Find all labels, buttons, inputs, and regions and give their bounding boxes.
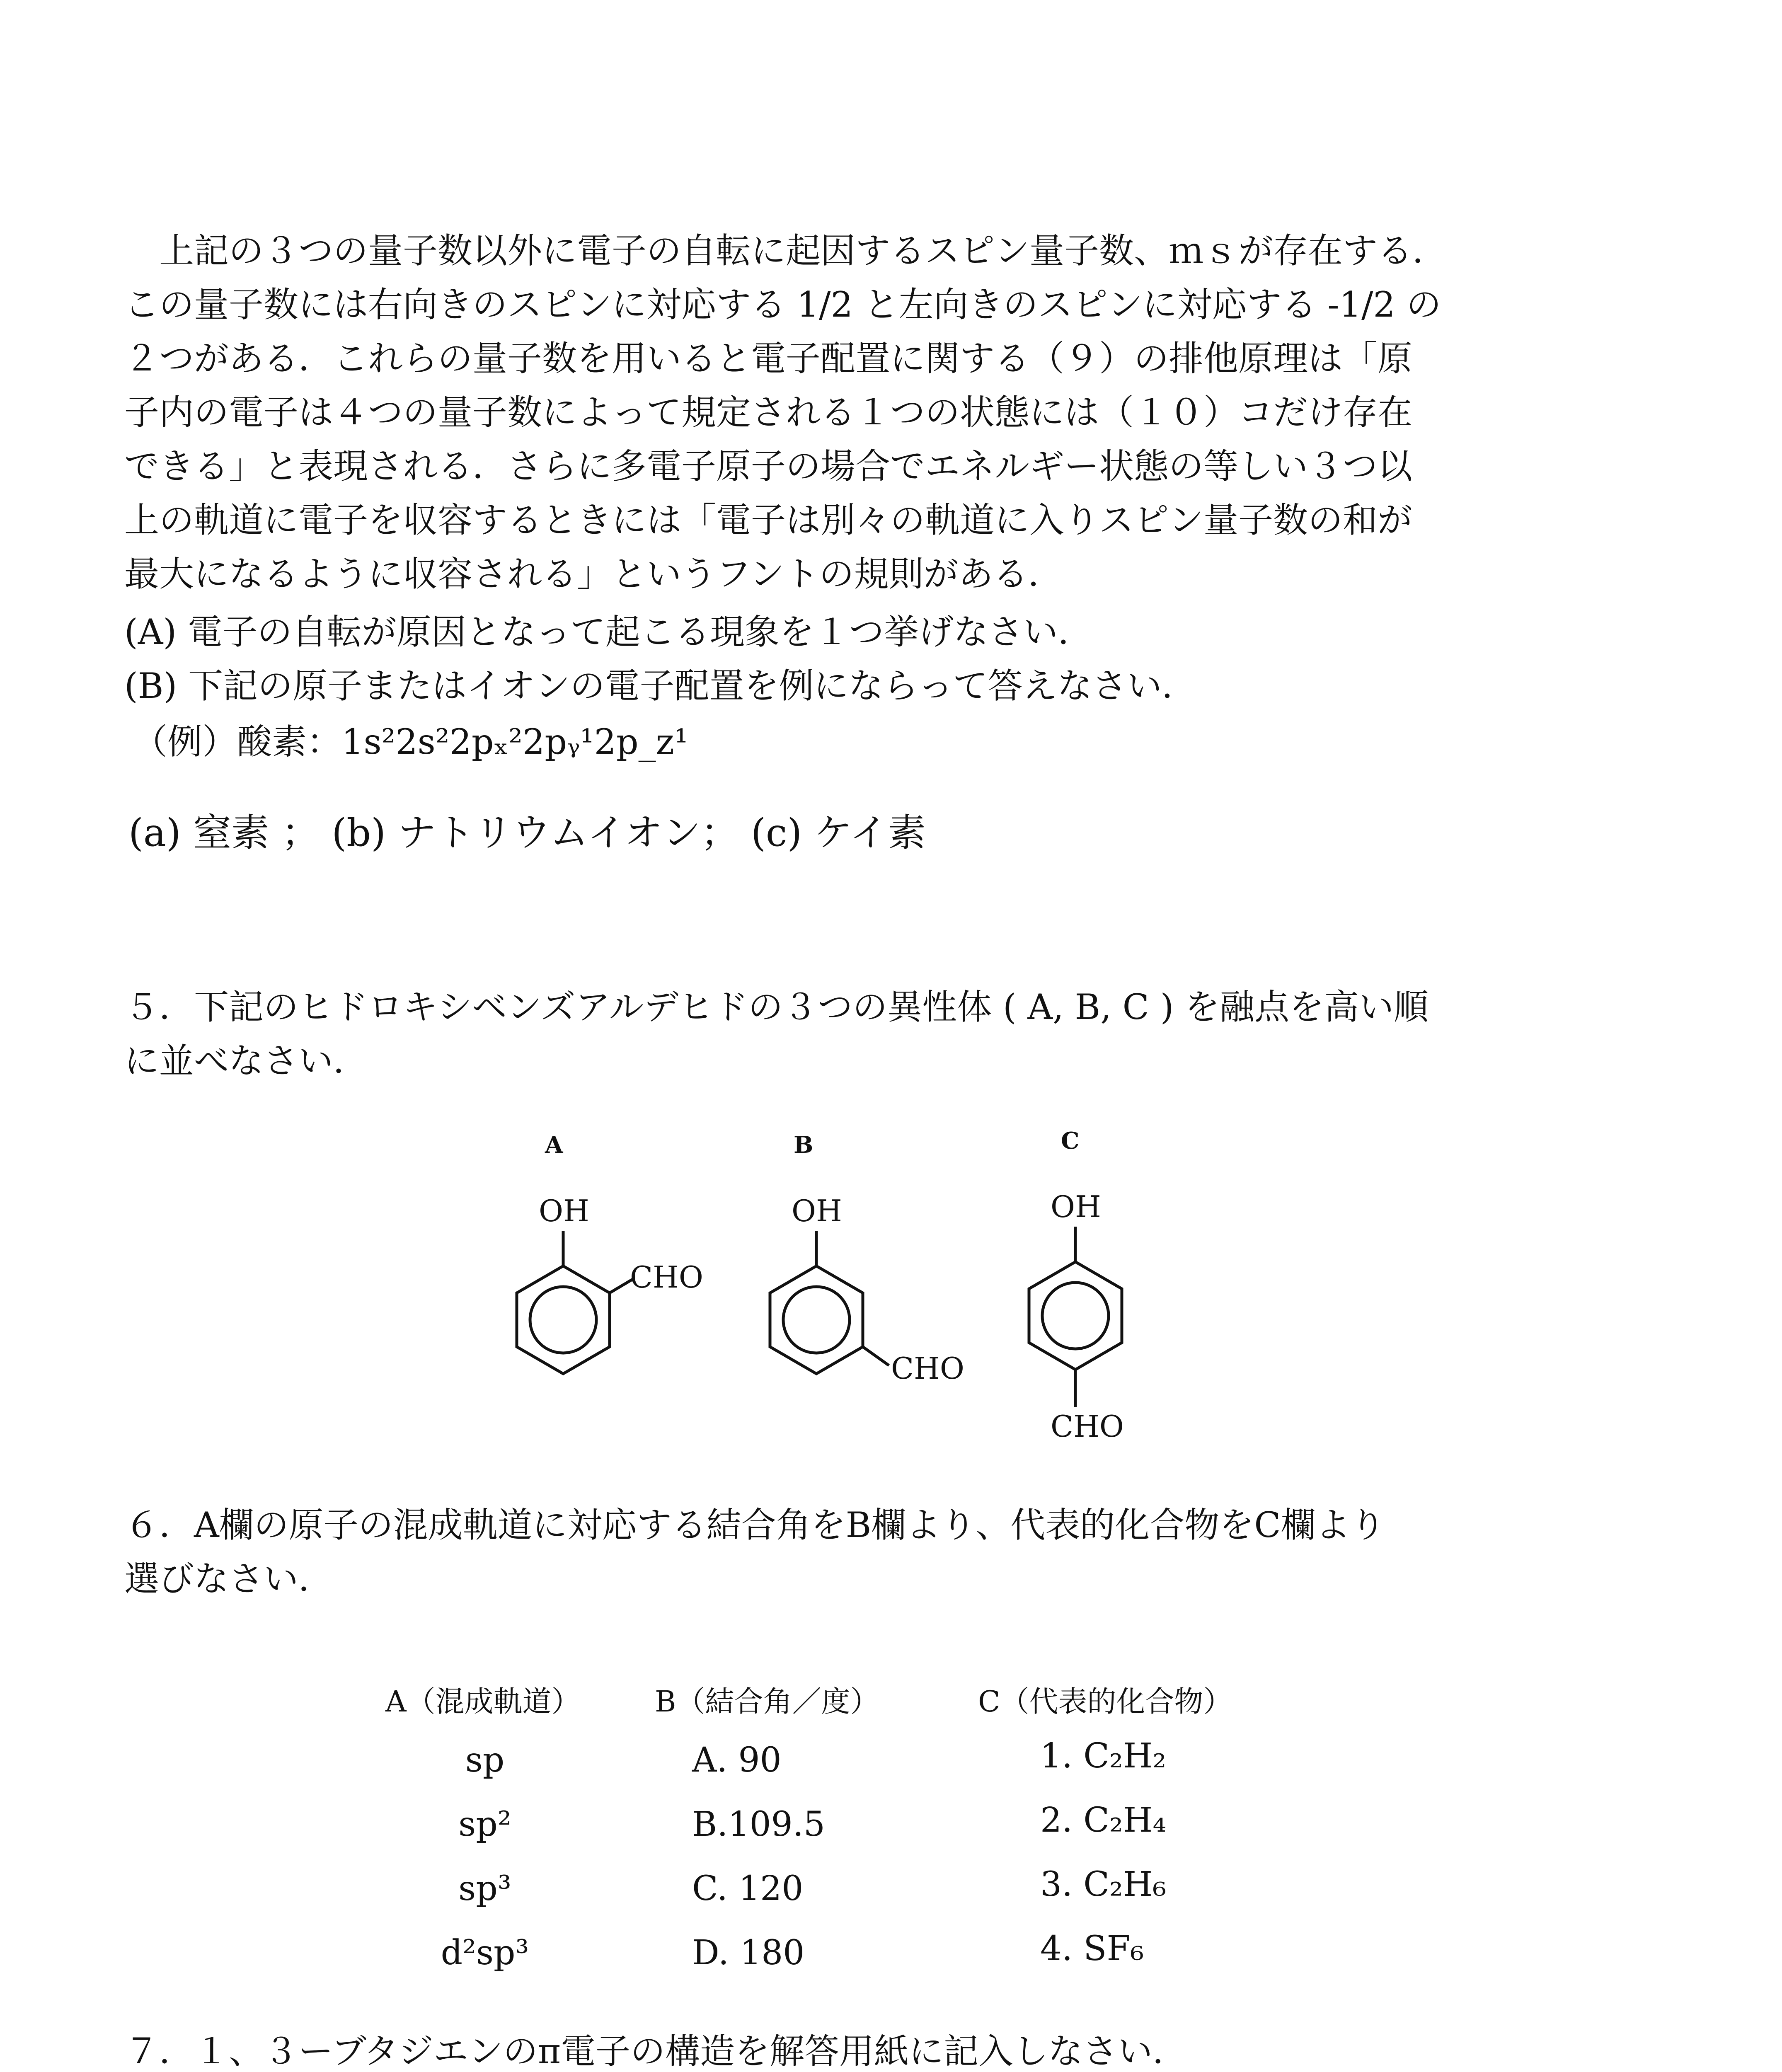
- example: [133, 721, 688, 762]
- cho-group-a: CHO: [630, 1260, 703, 1295]
- question-b: (B) 下記の原子またはイオンの電子配置を例にならって答えなさい．: [124, 666, 1197, 706]
- question-a: (A) 電子の自転が原因となって起こる現象を１つ挙げなさい．: [124, 612, 1093, 652]
- q7: ７．１、３ーブタジエンのπ電子の構造を解答用紙に記入しなさい．: [124, 2031, 1188, 2072]
- table-header-c: C（代表的化合物）: [978, 1685, 1232, 1719]
- example-config: 1s²2s²2pₓ²2pᵧ¹2p_z¹: [341, 721, 688, 762]
- paragraph-line: 最大になるように収容される」というフントの規則がある．: [124, 554, 1063, 594]
- table-cell: 2. C₂H₄: [1040, 1801, 1167, 1840]
- cho-group-c: CHO: [1051, 1409, 1124, 1444]
- table-cell: sp³: [458, 1869, 511, 1908]
- paragraph-line: 上記の３つの量子数以外に電子の自転に起因するスピン量子数、ｍｓが存在する．: [124, 230, 1448, 271]
- structure-label-c: C: [1061, 1127, 1080, 1155]
- paragraph-line: 子内の電子は４つの量子数によって規定される１つの状態には（１０）コだけ存在: [124, 392, 1413, 433]
- cho-group-b: CHO: [891, 1351, 964, 1386]
- paragraph-line: できる」と表現される．さらに多電子原子の場合でエネルギー状態の等しい３つ以: [124, 446, 1413, 487]
- paragraph-line: ２つがある．これらの量子数を用いると電子配置に関する（９）の排他原理は「原: [124, 338, 1413, 379]
- table-header-b: B（結合角／度）: [655, 1685, 879, 1719]
- table-cell: B.109.5: [692, 1805, 826, 1844]
- items-list: (a) 窒素 ； (b) ナトリウムイオン； (c) ケイ素: [128, 811, 926, 855]
- table-cell: d²sp³: [441, 1933, 529, 1973]
- example-prefix: （例）酸素：: [133, 721, 342, 762]
- table-cell: D. 180: [692, 1933, 805, 1973]
- paragraph-line: この量子数には右向きのスピンに対応する 1/2 と左向きのスピンに対応する -1/2 の: [124, 284, 1441, 325]
- q6-line2: 選びなさい．: [124, 1559, 334, 1599]
- table-header-a: A（混成軌道）: [385, 1685, 581, 1719]
- table-cell: C. 120: [692, 1869, 804, 1908]
- q5-line1: ５．下記のヒドロキシベンズアルデヒドの３つの異性体 ( A, B, C ) を融点を高い順: [124, 987, 1429, 1027]
- oh-group-c: OH: [1051, 1189, 1101, 1224]
- oh-group-a: OH: [539, 1193, 589, 1228]
- paragraph-line: 上の軌道に電子を収容するときには「電子は別々の軌道に入りスピン量子数の和が: [124, 500, 1413, 540]
- table-cell: 4. SF₆: [1040, 1929, 1144, 1968]
- oh-group-b: OH: [792, 1193, 842, 1228]
- structure-label-b: B: [794, 1131, 814, 1159]
- table-cell: 1. C₂H₂: [1040, 1736, 1167, 1776]
- structure-label-a: A: [545, 1131, 563, 1159]
- table-cell: 3. C₂H₆: [1040, 1865, 1167, 1904]
- table-cell: sp: [465, 1740, 505, 1780]
- table-cell: A. 90: [692, 1740, 782, 1780]
- q5-line2: に並べなさい．: [124, 1041, 368, 1081]
- table-cell: sp²: [458, 1805, 511, 1844]
- q6-line1: ６．A欄の原子の混成軌道に対応する結合角をB欄より、代表的化合物をC欄より: [124, 1505, 1385, 1545]
